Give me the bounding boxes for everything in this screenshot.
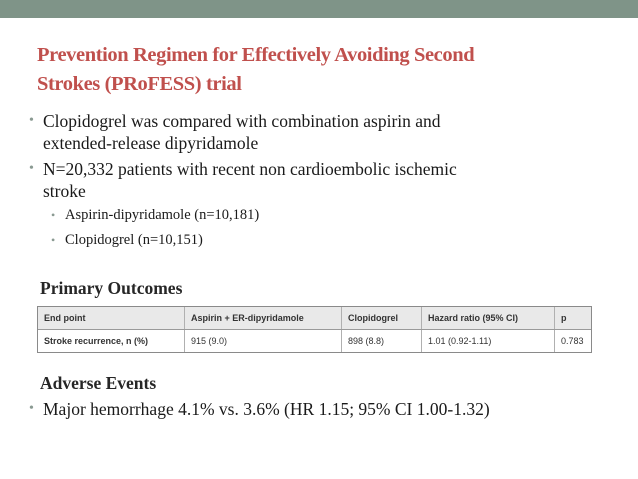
table-header-row xyxy=(38,307,591,330)
sub-bullet-dot-icon: • xyxy=(51,233,56,247)
adverse-events-heading: Adverse Events xyxy=(40,373,157,393)
table-row xyxy=(38,330,591,353)
cell-hazard-ratio: 1.01 (0.92-1.11) xyxy=(422,330,555,353)
bullet-dot-icon: • xyxy=(29,161,34,176)
bullet-text-line: stroke xyxy=(43,181,86,201)
bullet-comparison xyxy=(29,110,629,154)
primary-outcomes-heading: Primary Outcomes xyxy=(40,278,183,298)
bullet-text-line: extended-release dipyridamole xyxy=(43,133,259,153)
bullet-dot-icon: • xyxy=(29,401,34,416)
bullet-text: Major hemorrhage 4.1% vs. 3.6% (HR 1.15; 95% CI 1.00-1.32) xyxy=(43,399,490,419)
column-header-clopidogrel: Clopidogrel xyxy=(342,307,422,330)
bullet-item xyxy=(29,398,629,420)
sub-bullet-text: Clopidogrel (n=10,151) xyxy=(65,232,203,248)
sub-bullet-clopidogrel xyxy=(29,231,629,250)
column-header-p: p xyxy=(555,307,592,330)
sub-bullet-aspirin-dipyridamole xyxy=(29,206,629,225)
sub-bullet-dot-icon: • xyxy=(51,208,56,222)
cell-aspirin-er-dipyridamole: 915 (9.0) xyxy=(185,330,342,353)
bullet-major-hemorrhage xyxy=(29,398,629,424)
top-accent-bar xyxy=(0,0,638,18)
column-header-hazard-ratio: Hazard ratio (95% CI) xyxy=(422,307,555,330)
bullet-text-line: N=20,332 patients with recent non cardioembolic ischemic xyxy=(43,159,457,179)
outcomes-table xyxy=(37,306,592,353)
bullet-patients xyxy=(29,158,629,202)
column-header-aspirin-er-dipyridamole: Aspirin + ER-dipyridamole xyxy=(185,307,342,330)
bullet-dot-icon: • xyxy=(29,113,34,128)
slide-title-line-2: Strokes (PRoFESS) trial xyxy=(37,73,242,95)
cell-end-point: Stroke recurrence, n (%) xyxy=(38,330,185,353)
column-header-end-point: End point xyxy=(38,307,185,330)
slide-content xyxy=(29,110,629,256)
cell-p-value: 0.783 xyxy=(561,336,584,346)
slide-title-line-1: Prevention Regimen for Effectively Avoiding Second xyxy=(37,44,475,66)
bullet-text-line: Clopidogrel was compared with combination aspirin and xyxy=(43,111,441,131)
sub-bullet-text: Aspirin-dipyridamole (n=10,181) xyxy=(65,207,260,223)
slide-title xyxy=(37,41,617,99)
cell-clopidogrel: 898 (8.8) xyxy=(342,330,422,353)
